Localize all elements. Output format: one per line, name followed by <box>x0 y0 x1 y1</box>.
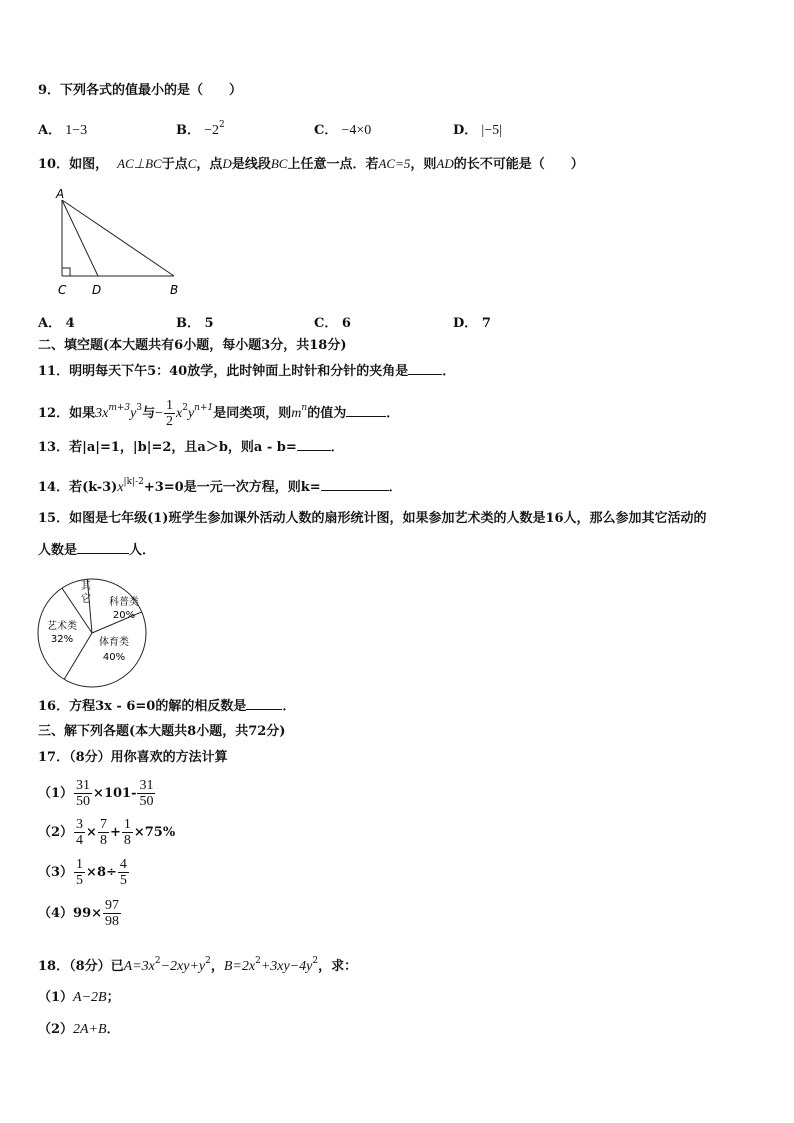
label-b: B <box>170 283 179 297</box>
slice-label-yishu: 艺术类 <box>47 621 77 632</box>
q12: 12．如果$3x^{m+3}y^3$与− $\frac{1}{2}$ $x^2y^{n+1}$是同类项，则$m^n$的值为 ． <box>38 398 400 429</box>
segment-ad <box>62 200 98 276</box>
q17-part-1: （1） $\frac{31}{50}$ ×101- $\frac{31}{50}$ <box>38 778 154 809</box>
slice-label-kepu: 科普类 <box>109 597 139 608</box>
q10-option-d: D． 7 <box>453 316 491 331</box>
right-angle-mark <box>62 268 70 276</box>
segment-ab <box>62 200 174 276</box>
slice-label-tiyu: 体育类 <box>99 637 129 648</box>
q14: 14．若$(k-3)x^{|k|-2}+3=0$是一元一次方程，则k= ． <box>38 477 402 495</box>
q9-option-a: A． 1−3 <box>38 123 88 138</box>
q17-part-2: （2） $\frac{3}{4}$ × $\frac{7}{8}$ + $\frac{1}{8}$ ×75% <box>38 817 176 848</box>
pie-chart <box>36 571 156 691</box>
q9-stem: 9．下列各式的值最小的是（ ） <box>38 83 243 98</box>
slice-label-other-1: 其 <box>81 581 91 592</box>
section-3-heading: 三、解下列各题(本大题共8小题，共72分) <box>38 724 286 739</box>
q10-option-b: B． 5 <box>176 316 214 331</box>
q15-line-1: 15．如图是七年级(1)班学生参加课外活动人数的扇形统计图，如果参加艺术类的人数是16人，那么参加其它活动的 <box>38 511 707 526</box>
slice-value-kepu: 20% <box>112 610 136 621</box>
q9-option-d: D． |−5| <box>453 123 502 138</box>
label-a: A <box>56 188 65 201</box>
slice-value-tiyu: 40% <box>102 652 126 663</box>
q18-part-2: （2）2A+B． <box>38 1022 120 1037</box>
q17-part-4: （4）99× $\frac{97}{98}$ <box>38 898 120 929</box>
q18-part-1: （1）A−2B； <box>38 990 120 1005</box>
section-2-heading: 二、填空题(本大题共有6小题，每小题3分，共18分) <box>38 338 347 353</box>
q17-part-3: （3） $\frac{1}{5}$ ×8÷ $\frac{4}{5}$ <box>38 857 127 888</box>
q16: 16．方程3x - 6=0的解的相反数是 ． <box>38 699 296 714</box>
triangle-figure <box>50 188 200 300</box>
q13: 13．若|a|=1，|b|=2，且a＞b，则a - b= ． <box>38 440 344 455</box>
q11: 11．明明每天下午5：40放学，此时钟面上时针和分针的夹角是 ． <box>38 364 456 379</box>
q17-stem: 17．（8分）用你喜欢的方法计算 <box>38 750 228 765</box>
q10-option-c: C． 6 <box>314 316 351 331</box>
q18-stem: 18．（8分）已$A=3x^2-2xy+y^2$，$B=2x^2+3xy-4y^2$，求： <box>38 956 358 974</box>
q10-option-a: A． 4 <box>38 316 75 331</box>
label-c: C <box>58 283 67 297</box>
q9-option-c: C． −4×0 <box>314 123 372 138</box>
q15-line-2: 人数是 人． <box>38 543 156 558</box>
q9-option-b: B． $-2^2$ <box>176 120 225 138</box>
label-d: D <box>92 283 102 297</box>
slice-label-other-2: 它 <box>81 594 91 605</box>
slice-value-yishu: 32% <box>50 634 74 645</box>
q10-stem: 10．如图， AC⊥BC于点C，点D是线段BC上任意一点．若AC=5，则AD的长不可能是（ ） <box>38 156 584 172</box>
